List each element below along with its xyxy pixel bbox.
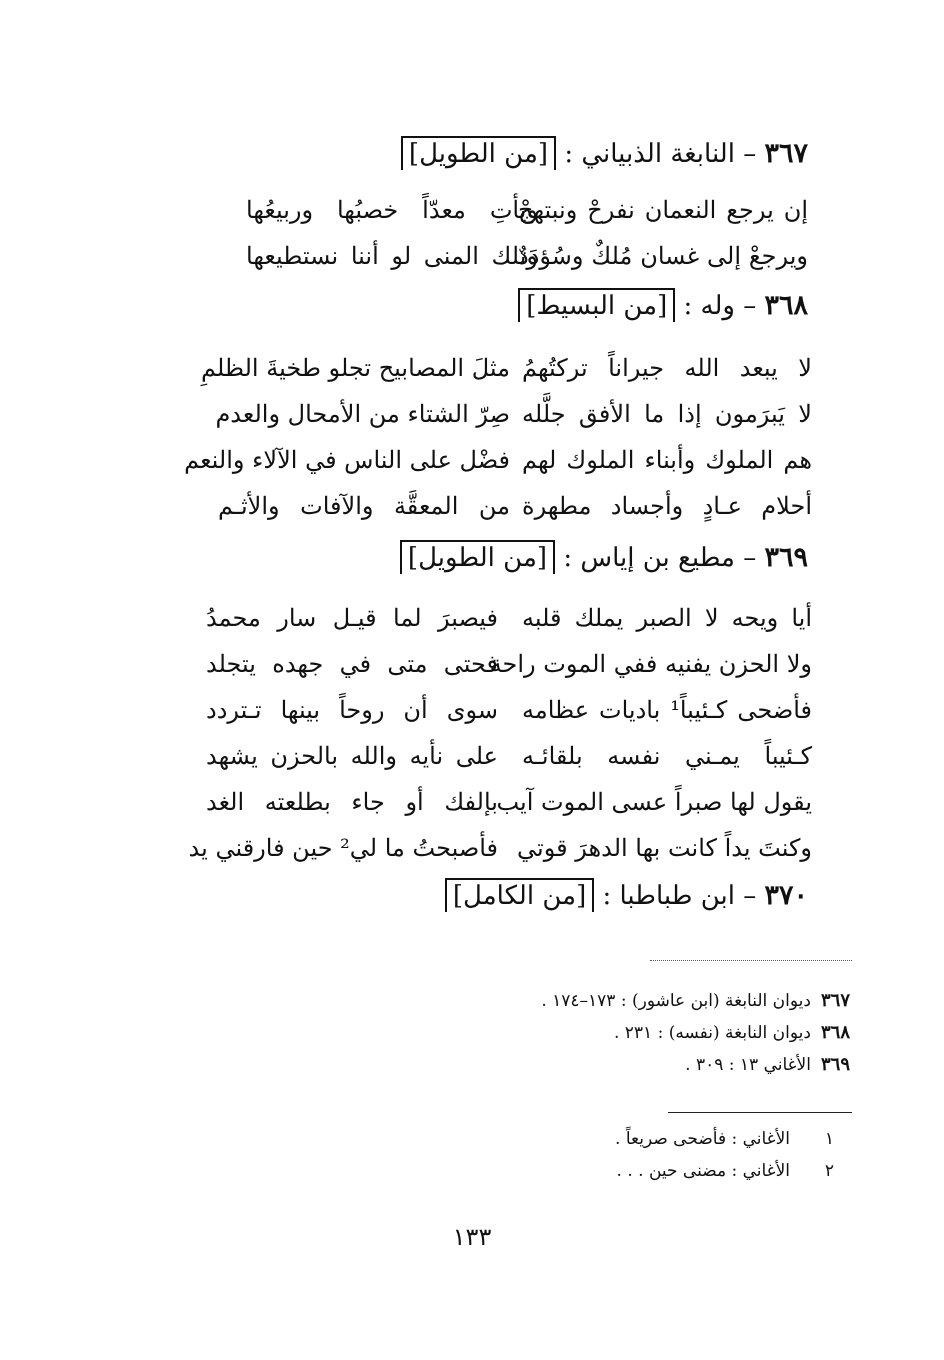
verse-line	[188, 826, 812, 870]
source-text: ديوان النابغة (نفسه) : ٢٣١ .	[613, 1023, 811, 1043]
entry-number: ٣٦٨	[764, 290, 808, 321]
second-hemistich: على نأيه والله بالحزن يشهد	[206, 742, 498, 770]
verse-line	[246, 188, 808, 232]
source-reference	[150, 1018, 850, 1048]
entry-poet: – وله :	[683, 291, 757, 321]
footnote	[234, 1156, 834, 1186]
first-hemistich: لا يبعد الله جيراناً تركتُهمُ	[522, 354, 812, 382]
first-hemistich: ويرجعْ إلى غسان مُلكٌ وسُؤدَدٌ	[518, 242, 808, 270]
entry-heading	[208, 876, 808, 916]
source-reference	[150, 1050, 850, 1080]
first-hemistich: يقول لها صبراً عسى الموت آيب	[496, 788, 812, 816]
first-hemistich: لا يَبرَمون إذا ما الأفق جلَّله	[522, 400, 812, 428]
second-hemistich: وتلك المنى لو أننا نستطيعها	[246, 242, 538, 270]
second-hemistich: بإلفك أو جاء بطلعته الغد	[206, 788, 498, 816]
entry-number: ٣٧٠	[764, 880, 808, 911]
verse-line	[206, 734, 812, 778]
footnotes-divider	[668, 1112, 852, 1113]
second-hemistich: ويأتِ معدّاً خصبُها وربيعُها	[246, 196, 538, 224]
entry-meter: [من الطويل]	[401, 136, 556, 170]
verse-line	[206, 642, 812, 686]
source-number: ٣٦٨	[820, 1022, 850, 1043]
source-number: ٣٦٧	[820, 990, 850, 1011]
entry-meter: [من البسيط]	[518, 288, 675, 322]
page-number: ١٣٣	[452, 1223, 492, 1251]
footnote-text: الأغاني : مضنى حين . . .	[616, 1161, 790, 1181]
entry-poet: – مطيع بن إياس :	[563, 543, 757, 573]
entry-number: ٣٦٧	[764, 138, 808, 169]
verse-line	[206, 596, 812, 640]
entry-meter: [من الطويل]	[400, 540, 555, 574]
first-hemistich: أحلام عـادٍ وأجساد مطهرة	[522, 492, 812, 520]
entry-meter: [من الكامل]	[445, 878, 594, 912]
footnote-number: ٢	[824, 1161, 834, 1181]
second-hemistich: فأصبحتُ ما لي² حين فارقني يد	[188, 834, 498, 862]
first-hemistich: فأضحى كـئيباً¹ باديات عظامه	[522, 696, 812, 724]
second-hemistich: فحتى متى في جهده يتجلد	[206, 650, 498, 678]
meter-label: من الكامل	[463, 881, 577, 911]
sources-divider	[650, 960, 852, 961]
first-hemistich: ولا الحزن يفنيه ففي الموت راحة	[489, 650, 812, 678]
meter-label: من الطويل	[418, 543, 537, 573]
entry-number: ٣٦٩	[764, 542, 808, 573]
second-hemistich: مثلَ المصابيح تجلو طخيةَ الظلمِ	[201, 354, 510, 382]
second-hemistich: سوى أن روحاً بينها تـتردد	[206, 696, 498, 724]
second-hemistich: فيصبرَ لما قيـل سار محمدُ	[206, 604, 498, 632]
verse-line	[206, 688, 812, 732]
meter-label: من البسيط	[536, 291, 658, 321]
entry-poet: – ابن طباطبا :	[602, 881, 757, 911]
source-reference	[150, 986, 850, 1016]
entry-heading	[208, 286, 808, 326]
meter-label: من الطويل	[419, 139, 538, 169]
verse-line	[206, 780, 812, 824]
verse-line	[184, 438, 812, 482]
footnote	[234, 1124, 834, 1154]
second-hemistich: من المعقَّة والآفات والأثـم	[218, 492, 510, 520]
second-hemistich: فضْل على الناس في الآلاء والنعم	[184, 446, 510, 474]
first-hemistich: إن يرجع النعمان نفرحْ ونبتهجْ	[518, 196, 808, 224]
entry-heading	[208, 134, 808, 174]
verse-line	[246, 234, 808, 278]
source-number: ٣٦٩	[820, 1054, 850, 1075]
source-text: ديوان النابغة (ابن عاشور) : ١٧٣–١٧٤ .	[541, 991, 811, 1011]
first-hemistich: هم الملوك وأبناء الملوك لهم	[522, 446, 812, 474]
entry-poet: – النابغة الذبياني :	[564, 139, 757, 169]
footnote-text: الأغاني : فأضحى صريعاً .	[615, 1129, 790, 1149]
verse-line	[218, 484, 812, 528]
first-hemistich: كـئيباً يمـني نفسه بلقائـه	[522, 742, 812, 770]
footnote-number: ١	[824, 1129, 834, 1149]
verse-line	[215, 392, 812, 436]
verse-line	[201, 346, 812, 390]
first-hemistich: وكنتَ يداً كانت بها الدهرَ قوتي	[517, 834, 812, 862]
entry-heading	[208, 538, 808, 578]
source-text: الأغاني ١٣ : ٣٠٩ .	[685, 1055, 811, 1075]
second-hemistich: صِرّ الشتاء من الأمحال والعدم	[215, 400, 510, 428]
first-hemistich: أيا ويحه لا الصبر يملك قلبه	[522, 604, 812, 632]
